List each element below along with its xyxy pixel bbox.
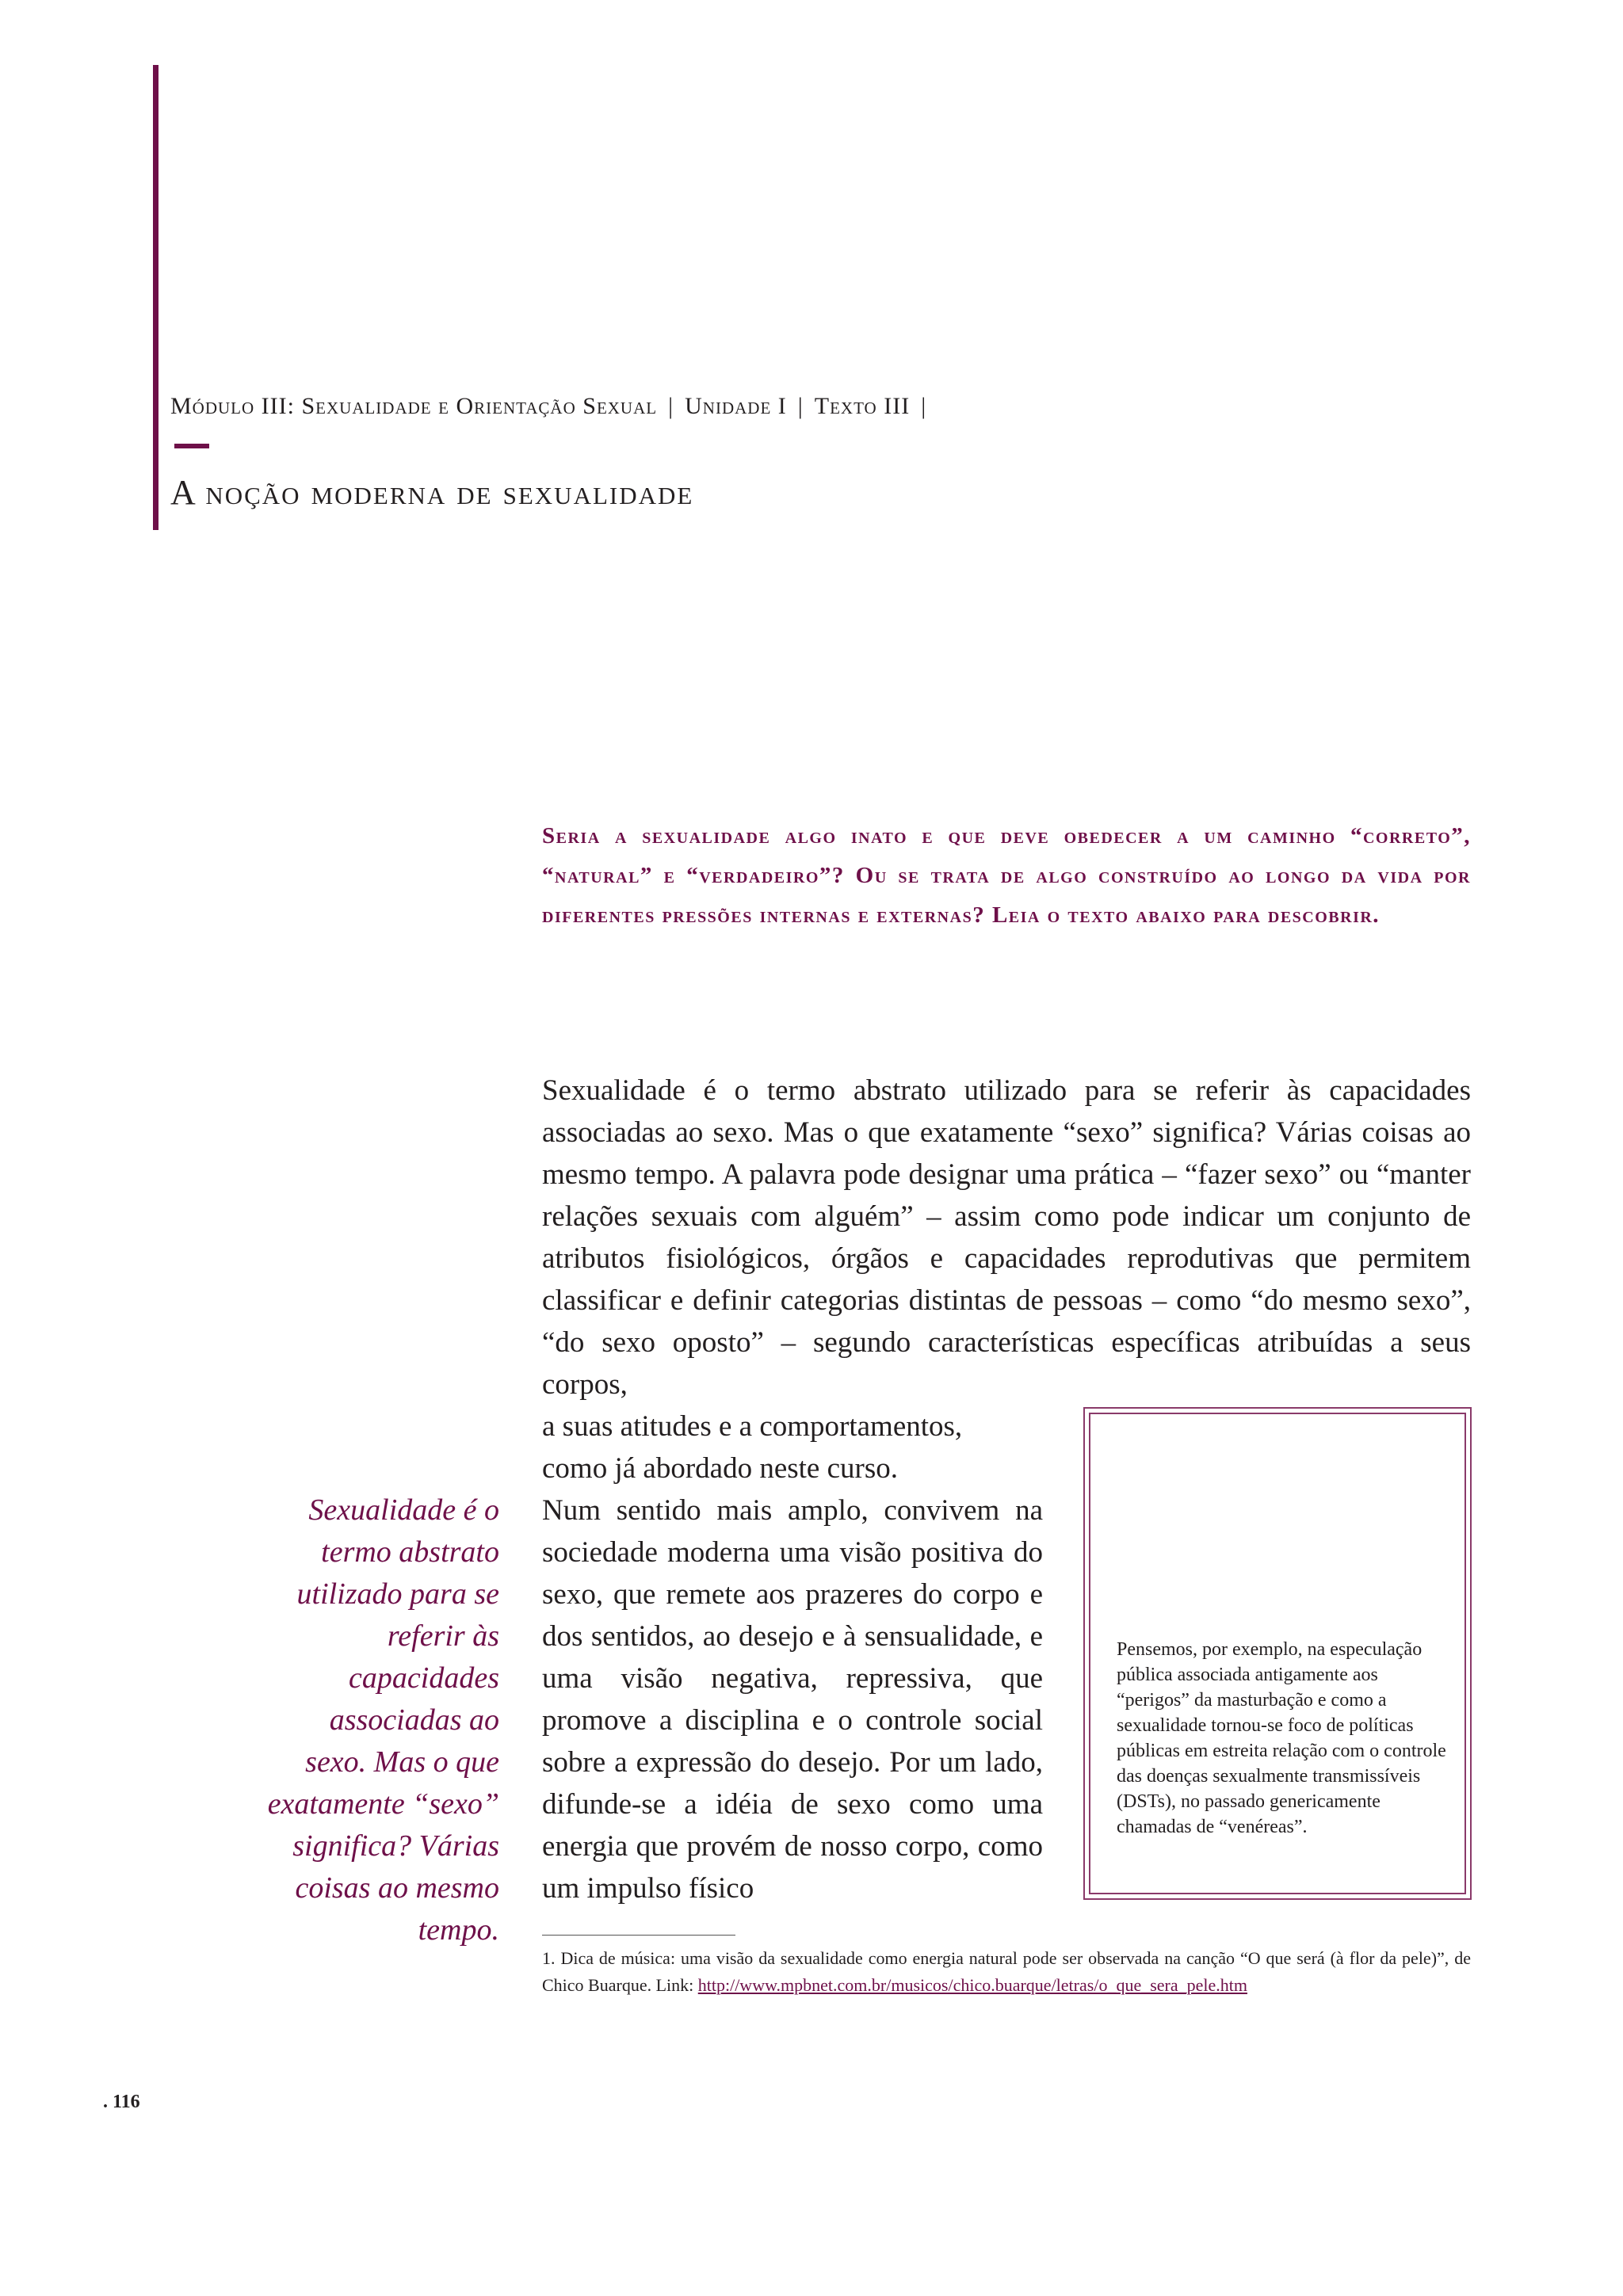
title-dash <box>174 444 209 448</box>
header-separator: | <box>797 393 804 419</box>
footnote <box>542 1945 1471 1999</box>
page-title: A noção moderna de sexualidade <box>170 473 694 512</box>
header-text: Texto III <box>814 393 911 419</box>
intro-lead: Seria a sexualidade algo inato e que deve obedecer a um caminho “correto”, “natural” e “verdadeiro”? Ou se trata de algo construído ao longo da vida por diferentes pressões internas e externas? Leia o texto abaixo para descobrir. <box>542 823 1471 928</box>
sidebar-box-text: Pensemos, por exemplo, na especulação pública associada antigamente aos “perigos” da masturbação e como a sexualidade tornou-se foco de políticas públicas em estreita relação com o controle das doenças sexualmente transmissíveis (DSTs), no passado genericamente chamadas de “venéreas”. <box>1117 1639 1446 1837</box>
body-line: como já abordado neste curso. <box>542 1452 898 1485</box>
body-paragraph-1-narrow <box>542 1405 1049 1489</box>
running-header <box>170 393 1518 420</box>
page-number: . 116 <box>103 2092 140 2112</box>
pull-quote: Sexualidade é o termo abstrato utilizado para se referir às capacidades associadas ao sexo. Mas o que exatamente “sexo” significa? Várias coisas ao mesmo tempo. <box>267 1493 499 1947</box>
header-separator: | <box>668 393 674 419</box>
body-paragraph-2: Num sentido mais amplo, convivem na sociedade moderna uma visão positiva do sexo, que remete aos prazeres do corpo e dos sentidos, ao desejo e à sensualidade, e uma visão negativa, repressiva, que promove a disciplina e o controle social sobre a expressão do desejo. Por um lado, difunde-se a idéia de sexo como uma energia que provém de nosso corpo, como um impulso físico <box>542 1494 1043 1905</box>
left-accent-bar <box>153 65 158 530</box>
sidebar-box <box>1083 1407 1472 1900</box>
header-separator: | <box>921 393 927 419</box>
header-module: Módulo III: Sexualidade e Orientação Sexual <box>170 393 658 419</box>
footnote-link[interactable]: http://www.mpbnet.com.br/musicos/chico.buarque/letras/o_que_sera_pele.htm <box>697 1975 1247 1995</box>
body-line: a suas atitudes e a comportamentos, <box>542 1410 963 1443</box>
footnote-rule <box>542 1935 735 1936</box>
footnote-text: 1. Dica de música: uma visão da sexualidade como energia natural pode ser observada na canção “O que será (à flor da pele)”, de Chico Buarque. Link: <box>542 1948 1471 1995</box>
body-paragraph-1-main: Sexualidade é o termo abstrato utilizado para se referir às capacidades associadas ao sexo. Mas o que exatamente “sexo” significa? Várias coisas ao mesmo tempo. A palavra pode designar uma prática – “fazer sexo” ou “manter relações sexuais com alguém” – assim como pode indicar um conjunto de atributos fisiológicos, órgãos e capacidades reprodutivas que permitem classificar e definir categorias distintas de pessoas – como “do mesmo sexo”, “do sexo oposto” – segundo características específicas atribuídas a seus corpos, <box>542 1074 1471 1401</box>
header-unit: Unidade I <box>685 393 787 419</box>
